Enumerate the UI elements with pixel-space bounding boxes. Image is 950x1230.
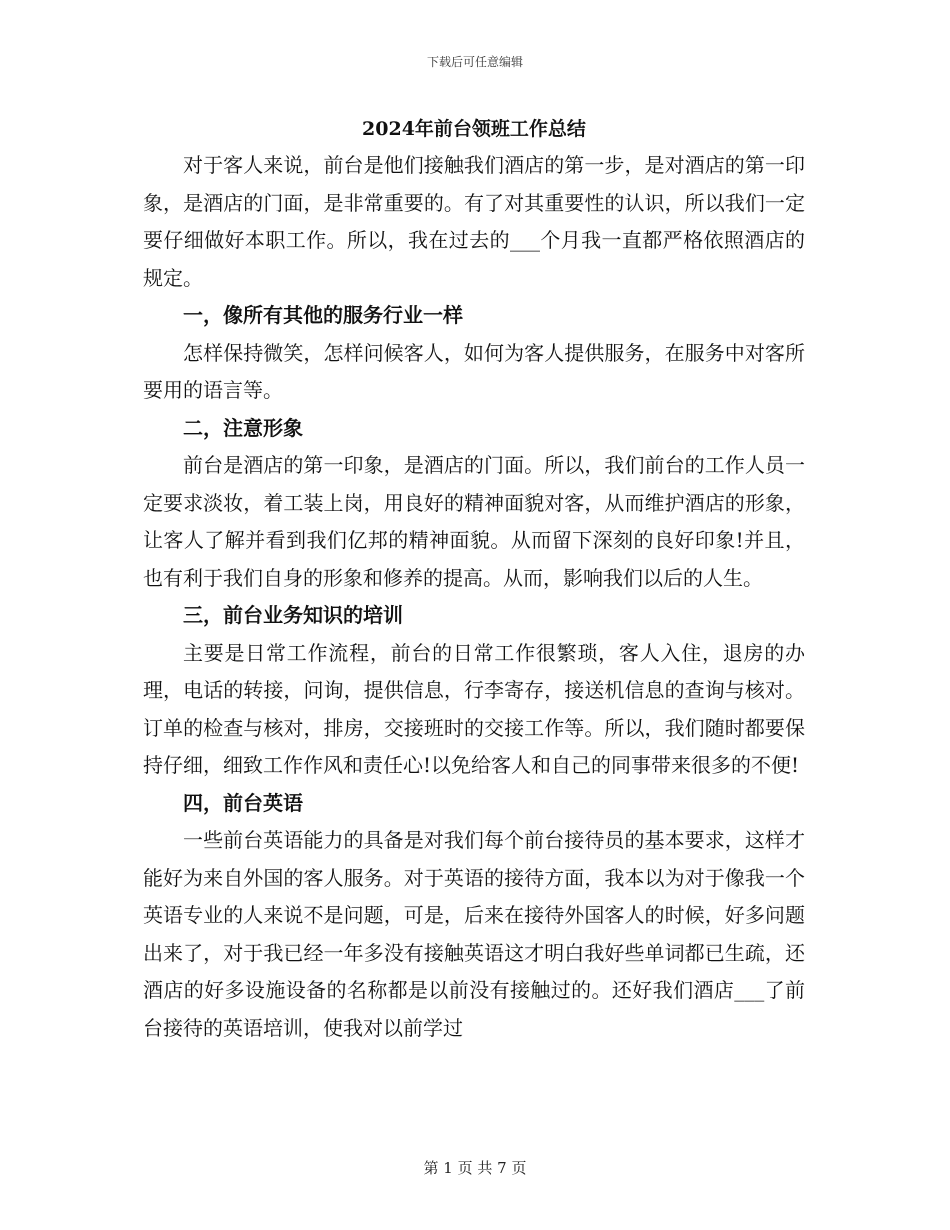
paragraph: 一些前台英语能力的具备是对我们每个前台接待员的基本要求，这样才能好为来自外国的客人服务。对于英语的接待方面，我本以为对于像我一个英语专业的人来说不是问题，可是，后来在接待外国客人的时候，好多问题出来了，对于我已经一年多没有接触英语这才明白我好些单词都已生疏，还酒店的好多设施设备的名称都是以前没有接触过的。还好我们酒店___了前台接待的英语培训，使我对以前学过 (143, 828, 805, 1040)
section-heading: 三，前台业务知识的培训 (183, 603, 403, 627)
paragraph: 对于客人来说，前台是他们接触我们酒店的第一步，是对酒店的第一印象，是酒店的门面，是非常重要的。有了对其重要性的认识，所以我们一定要仔细做好本职工作。所以，我在过去的___个月我一直都严格依照酒店的规定。 (143, 153, 805, 290)
section-heading: 二，注意形象 (183, 415, 303, 440)
section-heading: 一，像所有其他的服务行业一样 (183, 303, 463, 327)
section-heading: 四，前台英语 (183, 790, 303, 815)
document-body (143, 111, 805, 1047)
document-title: 2024年前台领班工作总结 (362, 118, 586, 140)
header-note: 下载后可任意编辑 (426, 55, 523, 69)
paragraph: 怎样保持微笑，怎样问候客人，如何为客人提供服务，在服务中对客所要用的语言等。 (143, 340, 805, 402)
paragraph: 前台是酒店的第一印象，是酒店的门面。所以，我们前台的工作人员一定要求淡妆，着工装上岗，用良好的精神面貌对客，从而维护酒店的形象，让客人了解并看到我们亿邦的精神面貌。从而留下深刻的良好印象!并且，也有利于我们自身的形象和修养的提高。从而，影响我们以后的人生。 (143, 453, 805, 590)
page-footer: 第 1 页 共 7 页 (423, 1159, 527, 1177)
paragraph: 主要是日常工作流程，前台的日常工作很繁琐，客人入住，退房的办理，电话的转接，问询，提供信息，行李寄存，接送机信息的查询与核对。订单的检查与核对，排房，交接班时的交接工作等。所以，我们随时都要保持仔细，细致工作作风和责任心!以免给客人和自己的同事带来很多的不便! (143, 640, 805, 777)
